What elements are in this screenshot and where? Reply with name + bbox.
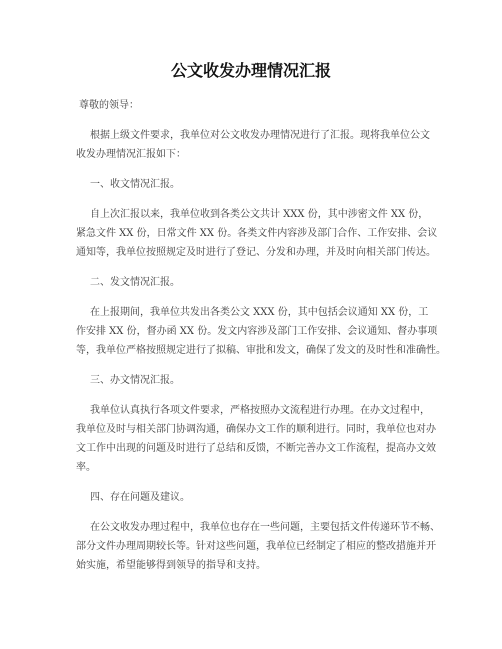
section1-heading: 一、收文情况汇报。 bbox=[90, 179, 180, 190]
section4-line-1: 在公文收发办理过程中，我单位也存在一些问题，主要包括文件传递环节不畅、 bbox=[90, 522, 440, 533]
section2-line-3: 等，我单位严格按照规定进行了拟稿、审批和发文，确保了发文的及时性和准确性。 bbox=[76, 345, 446, 356]
section3-heading: 三、办文情况汇报。 bbox=[90, 375, 180, 386]
section2-line-2: 作安排 XX 份，督办函 XX 份。发文内容涉及部门工作安排、会议通知、督办事项 bbox=[76, 326, 438, 337]
section4-heading: 四、存在问题及建议。 bbox=[90, 492, 190, 503]
intro-line-1: 根据上级文件要求，我单位对公文收发办理情况进行了汇报。现将我单位公文 bbox=[90, 130, 430, 141]
section2-line-1: 在上报期间，我单位共发出各类公文 XXX 份，其中包括会议通知 XX 份，工 bbox=[90, 307, 429, 318]
intro-line-2: 收发办理情况汇报如下： bbox=[76, 149, 186, 160]
section3-line-3: 文工作中出现的问题及时进行了总结和反馈，不断完善办文工作流程，提高办文效 bbox=[76, 443, 436, 454]
salutation: 尊敬的领导： bbox=[79, 100, 139, 111]
document-title: 公文收发办理情况汇报 bbox=[170, 61, 331, 80]
section3-line-1: 我单位认真执行各项文件要求，严格按照办文流程进行办理。在办文过程中， bbox=[90, 405, 430, 416]
section4-line-2: 部分文件办理周期较长等。针对这些问题，我单位已经制定了相应的整改措施并开 bbox=[76, 541, 436, 552]
section1-line-1: 自上次汇报以来，我单位收到各类公文共计 XXX 份，其中涉密文件 XX 份， bbox=[90, 209, 429, 220]
section3-line-2: 我单位及时与相关部门协调沟通，确保办文工作的顺利进行。同时，我单位也对办 bbox=[76, 424, 436, 435]
section4-line-3: 始实施，希望能够得到领导的指导和支持。 bbox=[76, 560, 266, 571]
section1-line-3: 通知等，我单位按照规定及时进行了登记、分发和办理，并及时向相关部门传达。 bbox=[76, 247, 436, 258]
section1-line-2: 紧急文件 XX 份，日常文件 XX 份。各类文件内容涉及部门合作、工作安排、会议 bbox=[76, 228, 438, 239]
section2-heading: 二、发文情况汇报。 bbox=[90, 277, 180, 288]
section3-line-4: 率。 bbox=[76, 462, 96, 473]
